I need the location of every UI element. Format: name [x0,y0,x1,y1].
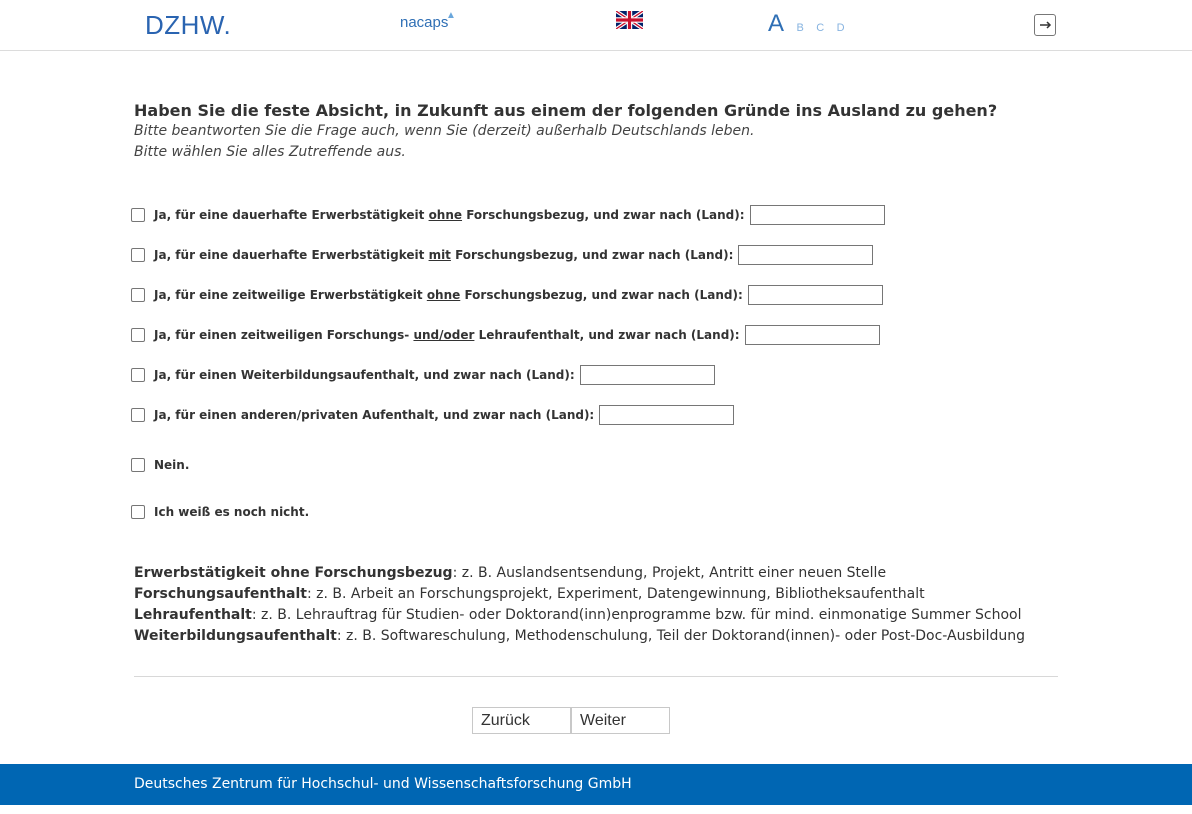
option-checkbox[interactable] [131,505,145,519]
country-input[interactable] [748,285,883,305]
font-size-selector [768,10,845,38]
font-size-d[interactable]: D [836,22,845,34]
option-label: Ja, für eine dauerhafte Erwerbstätigkeit mit Forschungsbezug, und zwar nach (Land): [154,248,734,262]
option-checkbox[interactable] [131,328,145,342]
option-checkbox[interactable] [131,408,145,422]
country-input[interactable] [580,365,715,385]
footer [0,764,1192,805]
option-label: Ja, für einen zeitweiligen Forschungs- und/oder Lehraufenthalt, und zwar nach (Land): [154,328,740,342]
logout-button[interactable] [1034,14,1056,36]
option-row-5[interactable] [131,365,715,385]
option-row-1[interactable] [131,205,885,225]
country-input[interactable] [750,205,885,225]
option-label: Nein. [154,458,190,472]
font-size-b[interactable]: B [796,22,804,34]
note-line: Forschungsaufenthalt: z. B. Arbeit an Forschungsprojekt, Experiment, Datengewinnung, Bibliotheksaufenthalt [134,586,925,602]
note-line: Erwerbstätigkeit ohne Forschungsbezug: z. B. Auslandsentsendung, Projekt, Antritt einer neuen Stelle [134,565,887,581]
question-hint-2: Bitte wählen Sie alles Zutreffende aus. [134,144,406,160]
back-button[interactable]: Zurück [472,707,571,734]
option-checkbox[interactable] [131,248,145,262]
question-block [134,101,1054,163]
nacaps-logo-text: nacaps [400,14,449,31]
question-hint-1: Bitte beantworten Sie die Frage auch, wenn Sie (derzeit) außerhalb Deutschlands leben. [134,123,755,139]
option-row-2[interactable] [131,245,873,265]
option-label: Ja, für eine dauerhafte Erwerbstätigkeit ohne Forschungsbezug, und zwar nach (Land): [154,208,745,222]
graduation-cap-icon: ▲ [446,10,456,21]
option-label: Ich weiß es noch nicht. [154,505,310,519]
font-size-c[interactable]: C [816,22,825,34]
note-line: Weiterbildungsaufenthalt: z. B. Softwareschulung, Methodenschulung, Teil der Doktorand(innen)- oder Post-Doc-Ausbildung [134,628,1025,644]
option-checkbox[interactable] [131,458,145,472]
note-line: Lehraufenthalt: z. B. Lehrauftrag für Studien- oder Doktorand(inn)enprogramme bzw. für mind. einmonatige Summer School [134,607,1022,623]
divider [134,676,1058,677]
question-title: Haben Sie die feste Absicht, in Zukunft aus einem der folgenden Gründe ins Ausland zu gehen? [134,101,998,120]
footer-text: Deutsches Zentrum für Hochschul- und Wissenschaftsforschung GmbH [134,776,632,792]
option-row-no[interactable] [131,455,189,475]
definitions-notes [134,563,1025,647]
option-label: Ja, für eine zeitweilige Erwerbstätigkeit ohne Forschungsbezug, und zwar nach (Land): [154,288,743,302]
option-row-4[interactable] [131,325,880,345]
dzhw-logo[interactable]: DZHW. [145,10,232,40]
country-input[interactable] [745,325,880,345]
option-row-3[interactable] [131,285,883,305]
nacaps-logo[interactable] [400,10,456,31]
option-row-dont-know[interactable] [131,502,309,522]
header [0,0,1192,51]
uk-flag-icon[interactable] [616,11,643,29]
option-label: Ja, für einen Weiterbildungsaufenthalt, und zwar nach (Land): [154,368,575,382]
country-input[interactable] [738,245,873,265]
country-input[interactable] [599,405,734,425]
option-checkbox[interactable] [131,208,145,222]
font-size-a[interactable]: A [768,10,785,37]
option-checkbox[interactable] [131,288,145,302]
option-row-6[interactable] [131,405,734,425]
logout-icon [1038,19,1052,31]
next-button[interactable]: Weiter [571,707,670,734]
option-label: Ja, für einen anderen/privaten Aufenthalt, und zwar nach (Land): [154,408,595,422]
option-checkbox[interactable] [131,368,145,382]
